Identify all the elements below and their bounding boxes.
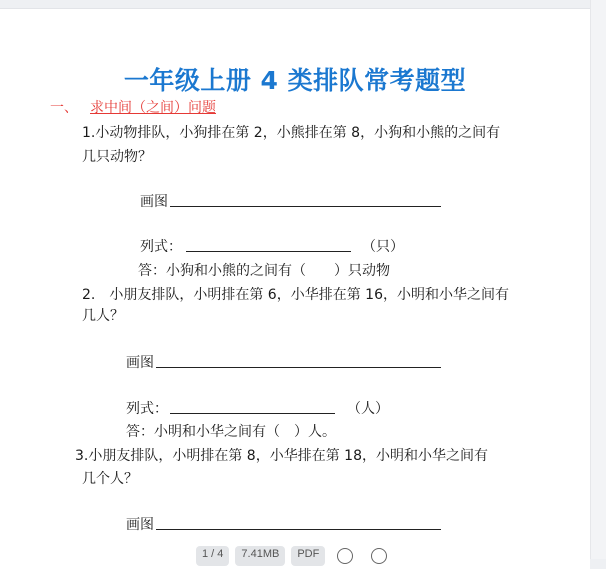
q1-unit: （只）	[362, 239, 404, 255]
q1-answer: 答：小狗和小熊的之间有（ ）只动物	[138, 263, 390, 279]
section-heading	[50, 97, 216, 117]
q1-draw-line	[170, 206, 441, 207]
q3-text-line2: 几个人？	[82, 471, 138, 487]
q2-formula-label: 列式：	[126, 401, 168, 417]
document-title: 一年级上册 4 类排队常考题型	[123, 66, 467, 95]
vertical-scrollbar[interactable]	[590, 0, 606, 559]
document-page	[0, 8, 590, 569]
q1-text-line1: 1.小动物排队，小狗排在第 2，小熊排在第 8，小狗和小熊的之间有	[82, 125, 501, 141]
file-format: PDF	[291, 546, 325, 566]
q2-formula-line	[170, 413, 335, 414]
q2-draw-line	[156, 367, 441, 368]
q2-draw-label: 画图	[126, 355, 154, 371]
zoom-out-icon[interactable]	[337, 548, 353, 564]
section-number: 一、	[50, 100, 78, 116]
q2-text-line1: 2. 小朋友排队，小明排在第 6，小华排在第 16，小明和小华之间有	[82, 287, 509, 303]
zoom-in-icon[interactable]	[371, 548, 387, 564]
q2-answer: 答：小明和小华之间有（ ）人。	[126, 424, 336, 440]
q2-unit: （人）	[347, 401, 389, 417]
q2-text-line2: 几人？	[82, 308, 124, 324]
viewer-toolbar	[196, 546, 393, 566]
q1-formula-label: 列式：	[140, 239, 182, 255]
q3-draw-line	[156, 529, 441, 530]
page-indicator: 1 / 4	[196, 546, 229, 566]
q1-draw-label: 画图	[140, 194, 168, 210]
q3-text-line1: 3.小朋友排队，小明排在第 8，小华排在第 18，小明和小华之间有	[75, 448, 488, 464]
file-size: 7.41MB	[235, 546, 285, 566]
q1-text-line2: 几只动物？	[82, 149, 152, 165]
q3-draw-label: 画图	[126, 517, 154, 533]
section-title: 求中间（之间）问题	[90, 100, 216, 116]
q1-formula-line	[186, 251, 351, 252]
